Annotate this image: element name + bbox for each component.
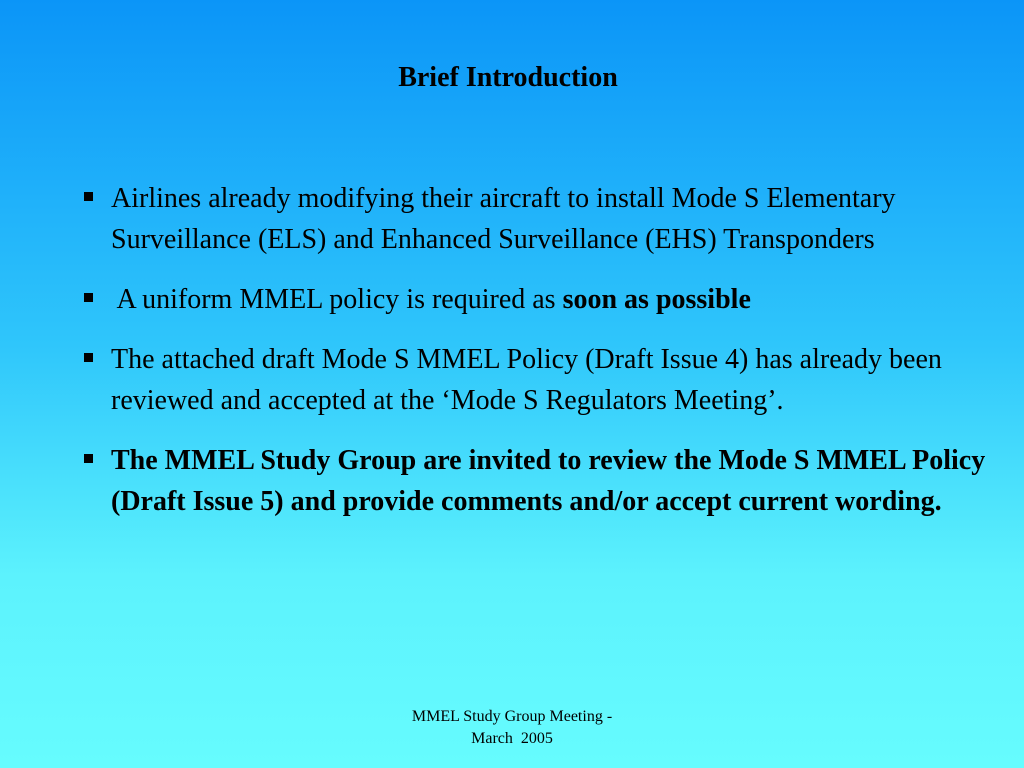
bullet-text: Airlines already modifying their aircraft to install Mode S Elementary Surveillance (ELS) and Enhanced Surveillance (EHS) Transponders bbox=[111, 183, 896, 255]
square-bullet-icon bbox=[84, 293, 93, 302]
bullet-item-draft-policy bbox=[77, 339, 992, 421]
square-bullet-icon bbox=[84, 353, 93, 362]
bullet-text: The attached draft Mode S MMEL Policy (Draft Issue 4) has already been reviewed and accepted at the ‘Mode S Regulators Meeting’. bbox=[111, 344, 942, 416]
bullet-item-uniform-policy bbox=[77, 279, 992, 320]
bullet-emphasis: soon as possible bbox=[562, 284, 751, 315]
slide-footer bbox=[362, 706, 662, 750]
square-bullet-icon bbox=[84, 192, 93, 201]
slide-title: Brief Introduction bbox=[398, 62, 618, 93]
bullet-item-airlines bbox=[77, 178, 992, 260]
bullet-list bbox=[77, 178, 992, 541]
footer-line-2: March 2005 bbox=[471, 730, 553, 747]
square-bullet-icon bbox=[84, 454, 93, 463]
bullet-text: A uniform MMEL policy is required as bbox=[111, 284, 563, 315]
footer-line-1: MMEL Study Group Meeting - bbox=[411, 708, 613, 725]
bullet-text: The MMEL Study Group are invited to review the Mode S MMEL Policy (Draft Issue 5) and provide comments and/or accept current wording. bbox=[111, 445, 986, 517]
bullet-item-invitation bbox=[77, 440, 992, 522]
